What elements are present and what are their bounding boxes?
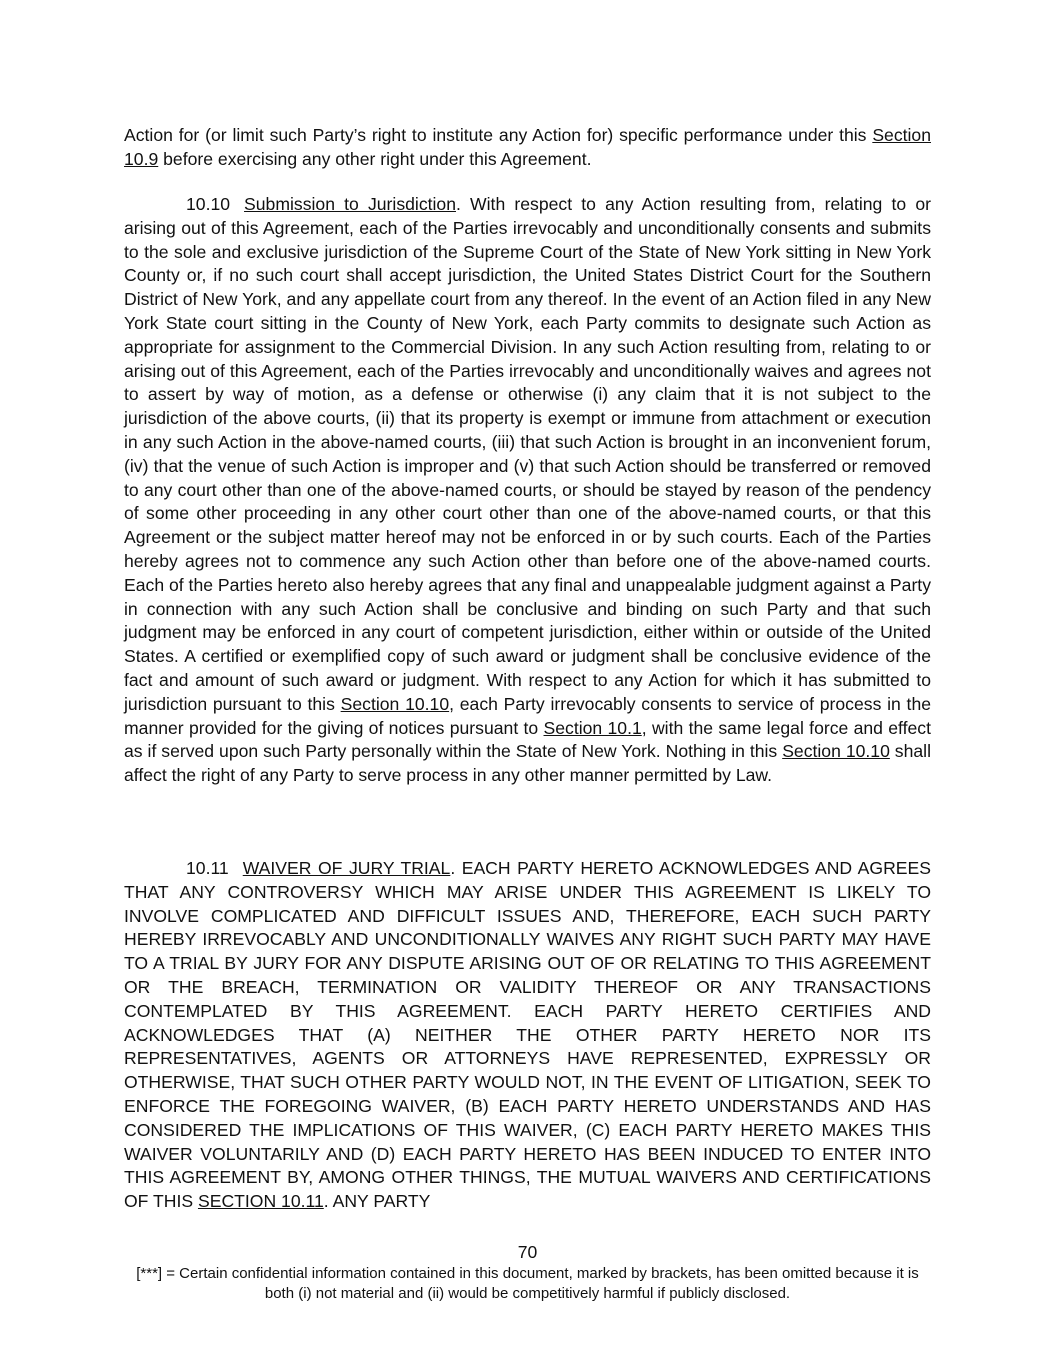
paragraph-text: before exercising any other right under this Agreement.: [158, 148, 592, 169]
paragraph-text: Action for (or limit such Party’s right to institute any Action for) specific performance under this: [124, 125, 873, 145]
section-reference-link[interactable]: SECTION 10.11: [197, 1191, 324, 1212]
section-number: 10.10: [186, 194, 231, 214]
section-10-11-paragraph: [124, 857, 931, 1214]
paragraph-text: . EACH PARTY HERETO ACKNOWLEDGES AND AGREES THAT ANY CONTROVERSY WHICH MAY ARISE UNDER THIS AGREEMENT IS LIKELY TO INVOLVE COMPLICATED AND DIFFICULT ISSUES AND, THEREFORE, EACH SUCH PARTY HEREBY IRREVOCABLY AND UNCONDITIONALLY WAIVES ANY RIGHT SUCH PARTY MAY HAVE TO A TRIAL BY JURY FOR ANY DISPUTE ARISING OUT OF OR RELATING TO THIS AGREEMENT OR THE BREACH, TERMINATION OR VALIDITY THEREOF OR ANY TRANSACTIONS CONTEMPLATED BY THIS AGREEMENT. EACH PARTY HERETO CERTIFIES AND ACKNOWLEDGES THAT (A) NEITHER THE OTHER PARTY HERETO NOR ITS REPRESENTATIVES, AGENTS OR ATTORNEYS HAVE REPRESENTED, EXPRESSLY OR OTHERWISE, THAT SUCH OTHER PARTY WOULD NOT, IN THE EVENT OF LITIGATION, SEEK TO ENFORCE THE FOREGOING WAIVER, (B) EACH PARTY HERETO UNDERSTANDS AND HAS CONSIDERED THE IMPLICATIONS OF THIS WAIVER, (C) EACH PARTY HERETO MAKES THIS WAIVER VOLUNTARILY AND (D) EACH PARTY HERETO HAS BEEN INDUCED TO ENTER INTO THIS AGREEMENT BY, AMONG OTHER THINGS, THE MUTUAL WAIVERS AND CERTIFICATIONS OF THIS: [124, 858, 931, 1212]
paragraph-text: shall affect the right of any Party to serve process in any other manner permitted by Law.: [124, 741, 931, 786]
section-10-10-paragraph: [124, 193, 931, 788]
section-reference-link[interactable]: Section 10.9: [124, 125, 931, 169]
paragraph-text: . With respect to any Action resulting from, relating to or arising out of this Agreement, each of the Parties irrevocably and unconditionally consents and submits to the sole and exclusive jurisdiction of the Supreme Court of the State of New York sitting in New York County or, if no such court shall accept jurisdiction, the United States District Court for the Southern District of New York, and any appellate court from any thereof. In the event of an Action filed in any New York State court sitting in the County of New York, each Party commits to designate such Action as appropriate for assignment to the Commercial Division. In any such Action resulting from, relating to or arising out of this Agreement, each of the Parties irrevocably and unconditionally waives and agrees not to assert by way of motion, as a defense or otherwise (i) any claim that it is not subject to the jurisdiction of the above courts, (ii) that its property is exempt or immune from attachment or execution in any such Action in the above-named courts, (iii) that such Action is brought in an inconvenient forum, (iv) that the venue of such Action is improper and (v) that such Action should be transferred or removed to any court other than one of the above-named courts, or should be stayed by reason of the pendency of some other proceeding in any other court other than one of the above-named courts, or that this Agreement or the subject matter hereof may not be enforced in or by such courts. Each of the Parties hereby agrees not to commence any such Action other than before one of the above-named courts. Each of the Parties hereto also hereby agrees that any final and unappealable judgment against a Party in connection with any such Action shall be conclusive and binding on such Party and that such judgment may be enforced in any court of competent jurisdiction, either within or outside of the United States. A certified or exemplified copy of such award or judgment shall be conclusive evidence of the fact and amount of such award or judgment. With respect to any Action for which it has submitted to jurisdiction pursuant to this: [124, 194, 931, 714]
section-reference-link[interactable]: Section 10.10: [782, 741, 890, 762]
section-reference-link[interactable]: Section 10.1: [543, 717, 642, 738]
paragraph-text: , each Party irrevocably consents to service of process in the manner provided for the giving of notices pursuant to: [124, 693, 932, 738]
paragraph-text: . ANY PARTY: [323, 1191, 431, 1212]
section-heading: WAIVER OF JURY TRIAL: [242, 858, 451, 878]
paragraph-continuation: [124, 124, 931, 172]
section-number: 10.11: [186, 858, 229, 878]
confidentiality-footnote: [***] = Certain confidential information contained in this document, marked by brackets, has been omitted because it is both (i) not material and (ii) would be competitively harmful if publicly disclosed.: [136, 1265, 919, 1302]
section-heading: Submission to Jurisdiction: [244, 194, 456, 214]
section-reference-link[interactable]: Section 10.10: [340, 693, 450, 714]
page-number: 70: [517, 1242, 538, 1262]
paragraph-text: , with the same legal force and effect as if served upon such Party personally within the State of New York. Nothing in this: [124, 717, 931, 762]
